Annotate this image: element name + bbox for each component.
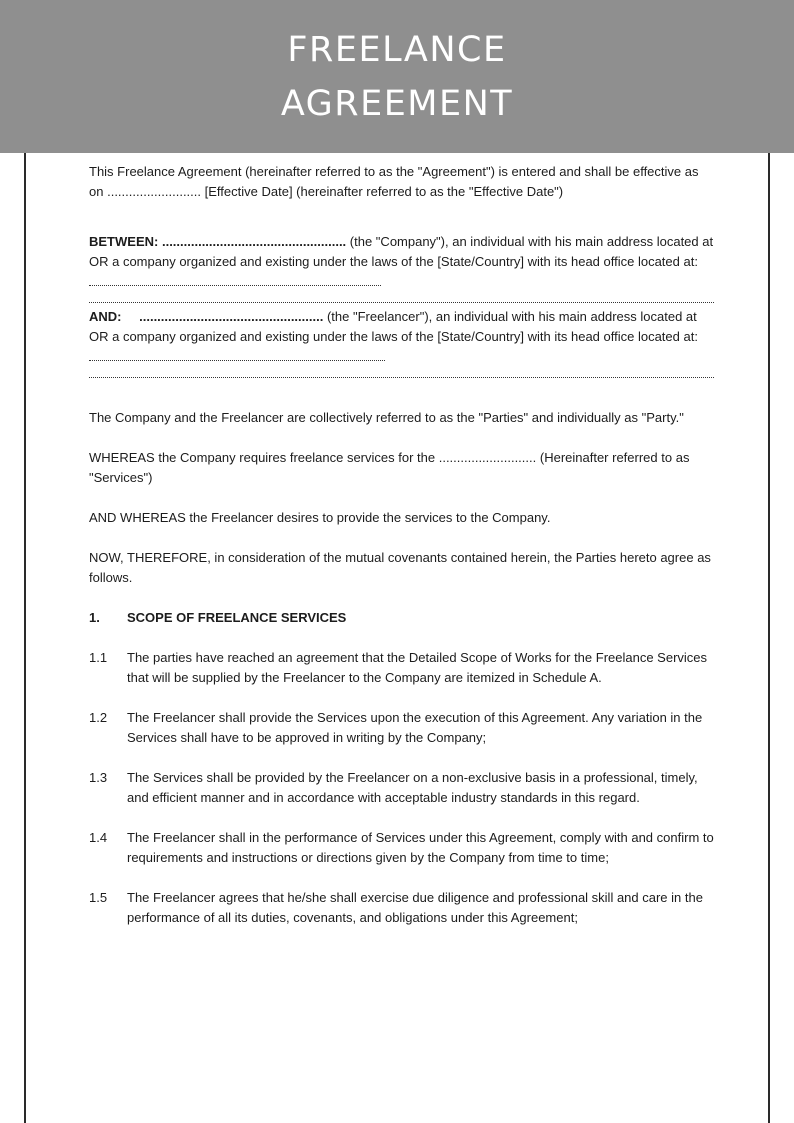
and-paragraph: AND: ................................................... (the "Freelancer"), an individual with his main address located at OR a company organized and existing under the laws of the [State/Country] with its head office located at: [89,307,714,367]
freelancer-address-blank-2 [89,367,714,378]
company-address-blank-2 [89,292,714,303]
freelancer-name-blank: ................................................... [139,309,324,324]
clause-1-1: 1.1 The parties have reached an agreement that the Detailed Scope of Works for the Freelance Services that will be supplied by the Freelancer to the Company are itemized in Schedule A. [89,650,708,685]
title-line-1: FREELANCE [287,29,507,70]
title-banner [0,0,794,153]
section-number: 1. [89,610,100,625]
document-body [89,162,714,948]
clause-1-2: 1.2 The Freelancer shall provide the Services upon the execution of this Agreement. Any variation in the Services shall have to be approved in writing by the Company; [89,710,703,745]
now-therefore-paragraph: NOW, THEREFORE, in consideration of the mutual covenants contained herein, the Parties hereto agree as follows. [89,550,711,585]
between-label: BETWEEN: [89,234,159,249]
section-title: SCOPE OF FREELANCE SERVICES [127,610,347,625]
company-address-blank [89,273,381,286]
effective-date-blank: .......................... [107,184,202,199]
between-paragraph: BETWEEN: ................................................... (the "Company"), an individual with his main address located at OR a company organized and existing under the laws of the [State/Country] with its head office located at: [89,232,714,292]
services-blank: ........................... [438,450,537,465]
whereas-paragraph: WHEREAS the Company requires freelance services for the ........................... (Hereinafter referred to as "Services") [89,450,690,485]
page-border-left [24,153,26,1123]
company-name-blank: ................................................... [161,234,347,249]
page-border-right [768,153,770,1123]
section-heading [89,608,714,628]
intro-paragraph: This Freelance Agreement (hereinafter referred to as the "Agreement") is entered and shall be effective as on .......................... [Effective Date] (hereinafter referred to as the "Effective Date") [89,164,699,199]
clause-1-5: 1.5 The Freelancer agrees that he/she shall exercise due diligence and professional skill and care in the performance of all its duties, covenants, and obligations under this Agreement; [89,890,703,925]
and-label: AND: [89,309,122,324]
clause-1-3: 1.3 The Services shall be provided by the Freelancer on a non-exclusive basis in a professional, timely, and efficient manner and in accordance with acceptable industry standards in this regard. [89,770,698,805]
clause-1-4: 1.4 The Freelancer shall in the performance of Services under this Agreement, comply with and confirm to requirements and instructions or directions given by the Company from time to time; [89,830,714,865]
parties-paragraph: The Company and the Freelancer are collectively referred to as the "Parties" and individually as "Party." [89,410,684,425]
and-whereas-paragraph: AND WHEREAS the Freelancer desires to provide the services to the Company. [89,510,551,525]
freelancer-address-blank [89,348,385,361]
title-line-2: AGREEMENT [280,83,514,124]
